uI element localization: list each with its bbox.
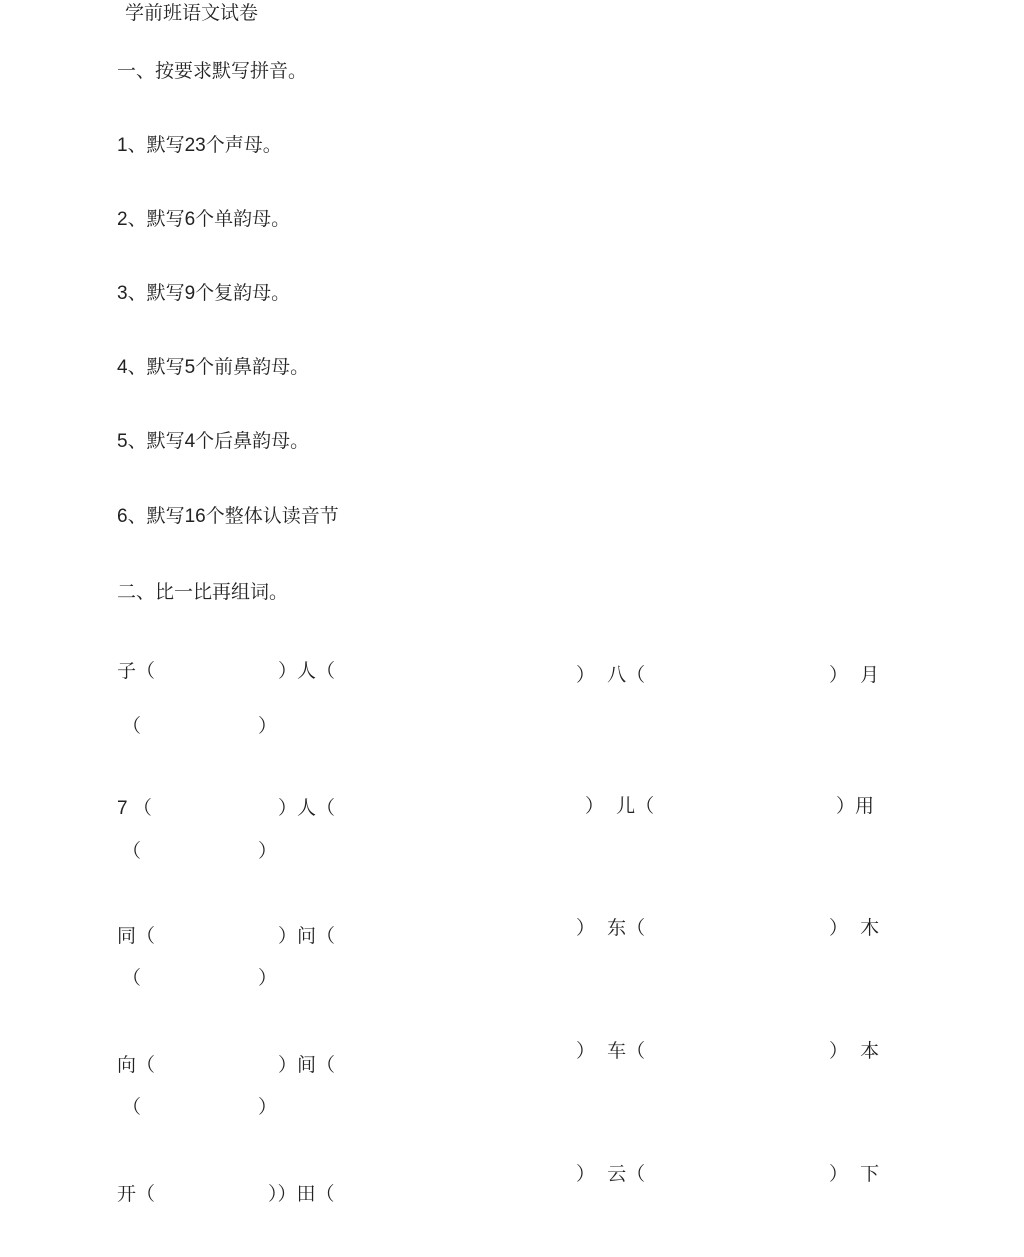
- question-number: 4: [117, 357, 128, 378]
- question-4: [117, 358, 309, 377]
- question-3: [117, 284, 290, 303]
- question-text: 个整体认读音节: [205, 505, 339, 527]
- question-number: 1: [117, 135, 128, 156]
- word-pair-cell: ）间（: [278, 1054, 336, 1076]
- question-count: 16: [184, 506, 206, 527]
- question-number: 3: [117, 283, 128, 304]
- word-pair-cell: ） 下: [829, 1163, 880, 1185]
- word-pair-text: 7 （: [117, 798, 152, 819]
- word-pair-cell: （: [122, 1096, 142, 1118]
- word-pair-cell: ））田（: [268, 1183, 335, 1205]
- word-pair-cell: 开（: [117, 1183, 156, 1205]
- word-pair-cell: ） 木: [829, 917, 880, 939]
- page-title: 学前班语文试卷: [125, 2, 259, 24]
- word-pair-cell: ）人（: [278, 797, 336, 819]
- word-pair-cell: ） 月: [829, 664, 880, 686]
- question-1: [117, 136, 282, 155]
- word-pair-cell: ） 儿（: [585, 795, 655, 817]
- word-pair-cell: 同（: [117, 925, 156, 947]
- word-pair-cell: ）: [258, 840, 278, 862]
- question-2: [117, 210, 290, 229]
- word-pair-cell: ）: [258, 967, 278, 989]
- word-pair-cell: ） 云（: [576, 1163, 646, 1185]
- question-text: 、默写: [127, 430, 185, 452]
- word-pair-cell: ）人（: [278, 660, 336, 682]
- question-6: [117, 507, 339, 526]
- question-text: 、默写: [127, 208, 185, 230]
- question-number: 6: [117, 506, 128, 527]
- question-number: 5: [117, 431, 128, 452]
- word-pair-cell: ） 八（: [576, 664, 646, 686]
- word-pair-cell: （: [122, 715, 142, 737]
- question-text: 个声母。: [205, 134, 282, 156]
- word-pair-cell: [117, 799, 152, 818]
- question-text: 个前鼻韵母。: [195, 356, 310, 378]
- word-pair-cell: ）: [258, 1096, 278, 1118]
- question-text: 、默写: [127, 282, 185, 304]
- question-text: 个复韵母。: [195, 282, 291, 304]
- word-pair-cell: （: [122, 840, 142, 862]
- word-pair-cell: ）: [258, 715, 278, 737]
- word-pair-cell: 子（: [117, 660, 156, 682]
- word-pair-cell: ） 东（: [576, 917, 646, 939]
- question-text: 个单韵母。: [195, 208, 291, 230]
- question-text: 、默写: [127, 134, 185, 156]
- word-pair-cell: ）用: [836, 795, 875, 817]
- question-text: 、默写: [127, 505, 185, 527]
- word-pair-cell: ）问（: [278, 925, 336, 947]
- word-pair-cell: 向（: [117, 1054, 156, 1076]
- question-count: 5: [184, 357, 196, 378]
- word-pair-cell: ） 车（: [576, 1040, 646, 1062]
- question-text: 、默写: [127, 356, 185, 378]
- question-count: 23: [184, 135, 206, 156]
- section2-heading: 二、比一比再组词。: [117, 581, 289, 603]
- question-5: [117, 432, 309, 451]
- question-count: 4: [184, 431, 196, 452]
- word-pair-cell: ） 本: [829, 1040, 880, 1062]
- question-count: 9: [184, 283, 196, 304]
- question-text: 个后鼻韵母。: [195, 430, 310, 452]
- word-pair-cell: （: [122, 967, 142, 989]
- question-number: 2: [117, 209, 128, 230]
- section1-heading: 一、按要求默写拼音。: [117, 60, 308, 82]
- question-count: 6: [184, 209, 196, 230]
